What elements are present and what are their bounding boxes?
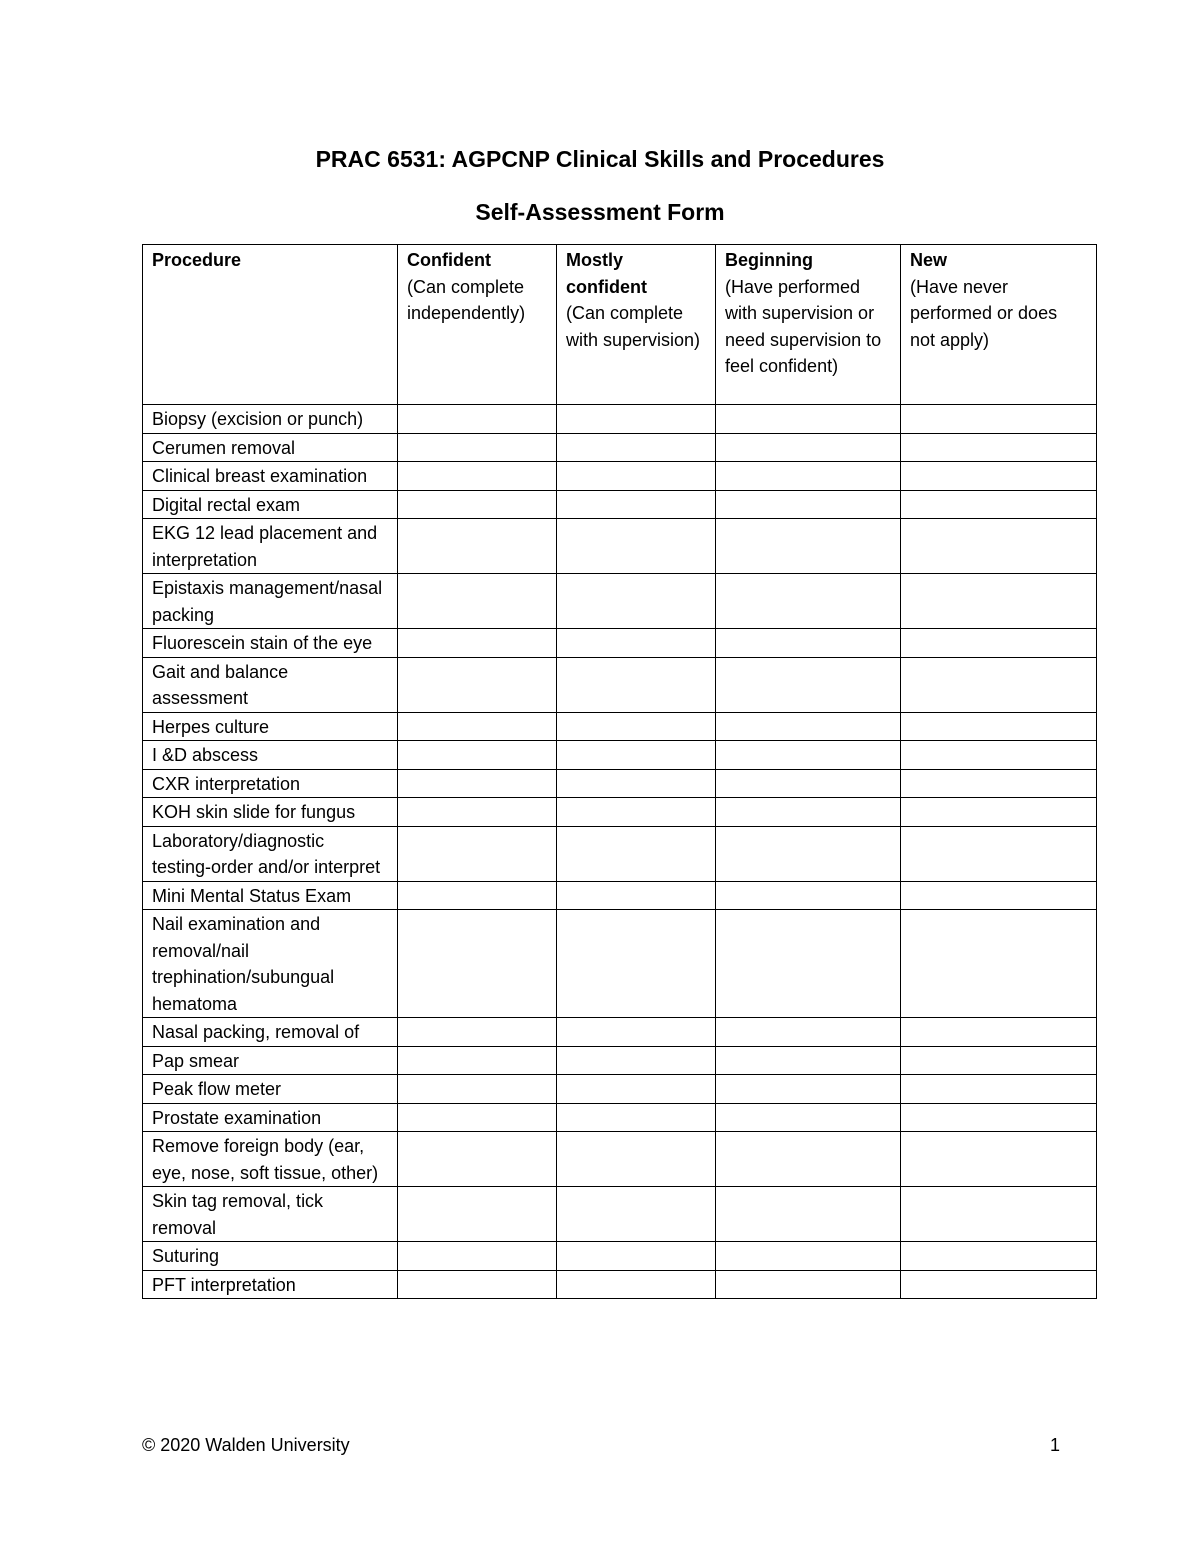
confident-cell[interactable] — [398, 519, 557, 574]
procedure-name: Pap smear — [143, 1046, 398, 1075]
mostly-confident-cell[interactable] — [557, 881, 716, 910]
mostly-confident-cell[interactable] — [557, 433, 716, 462]
table-row — [143, 462, 1097, 491]
beginning-cell[interactable] — [716, 712, 901, 741]
mostly-confident-cell[interactable] — [557, 405, 716, 434]
table-row — [143, 798, 1097, 827]
mostly-confident-cell[interactable] — [557, 1187, 716, 1242]
confident-cell[interactable] — [398, 574, 557, 629]
header-new — [901, 245, 1097, 405]
procedure-name: Suturing — [143, 1242, 398, 1271]
confident-cell[interactable] — [398, 712, 557, 741]
new-cell[interactable] — [901, 881, 1097, 910]
header-title: Procedure — [152, 250, 242, 270]
mostly-confident-cell[interactable] — [557, 741, 716, 770]
mostly-confident-cell[interactable] — [557, 910, 716, 1018]
table-row — [143, 490, 1097, 519]
procedure-name: PFT interpretation — [143, 1270, 398, 1299]
confident-cell[interactable] — [398, 798, 557, 827]
mostly-confident-cell[interactable] — [557, 462, 716, 491]
confident-cell[interactable] — [398, 1018, 557, 1047]
footer-copyright: © 2020 Walden University — [142, 1435, 350, 1455]
confident-cell[interactable] — [398, 1270, 557, 1299]
table-row — [143, 1242, 1097, 1271]
new-cell[interactable] — [901, 629, 1097, 658]
new-cell[interactable] — [901, 1075, 1097, 1104]
beginning-cell[interactable] — [716, 741, 901, 770]
procedure-name: Prostate examination — [143, 1103, 398, 1132]
beginning-cell[interactable] — [716, 1270, 901, 1299]
header-beginning — [716, 245, 901, 405]
self-assessment-table — [142, 244, 1097, 1299]
procedure-name: Nail examination and removal/nail trephination/subungual hematoma — [143, 910, 398, 1018]
header-description: (Can complete with supervision) — [566, 303, 701, 350]
table-row — [143, 519, 1097, 574]
procedure-name: Gait and balance assessment — [143, 657, 398, 712]
confident-cell[interactable] — [398, 405, 557, 434]
confident-cell[interactable] — [398, 629, 557, 658]
beginning-cell[interactable] — [716, 1075, 901, 1104]
new-cell[interactable] — [901, 433, 1097, 462]
beginning-cell[interactable] — [716, 462, 901, 491]
confident-cell[interactable] — [398, 657, 557, 712]
mostly-confident-cell[interactable] — [557, 1242, 716, 1271]
table-row — [143, 433, 1097, 462]
new-cell[interactable] — [901, 741, 1097, 770]
confident-cell[interactable] — [398, 826, 557, 881]
new-cell[interactable] — [901, 1242, 1097, 1271]
new-cell[interactable] — [901, 405, 1097, 434]
beginning-cell[interactable] — [716, 769, 901, 798]
mostly-confident-cell[interactable] — [557, 798, 716, 827]
procedure-name: Peak flow meter — [143, 1075, 398, 1104]
new-cell[interactable] — [901, 910, 1097, 1018]
table-row — [143, 574, 1097, 629]
table-row — [143, 629, 1097, 658]
confident-cell[interactable] — [398, 1242, 557, 1271]
beginning-cell[interactable] — [716, 1187, 901, 1242]
new-cell[interactable] — [901, 574, 1097, 629]
header-title: Mostly confident — [566, 250, 647, 297]
new-cell[interactable] — [901, 712, 1097, 741]
table-row — [143, 1132, 1097, 1187]
table-row — [143, 826, 1097, 881]
procedure-name: CXR interpretation — [143, 769, 398, 798]
procedure-name: Remove foreign body (ear, eye, nose, soft tissue, other) — [143, 1132, 398, 1187]
beginning-cell[interactable] — [716, 490, 901, 519]
procedure-name: Cerumen removal — [143, 433, 398, 462]
table-row — [143, 1187, 1097, 1242]
confident-cell[interactable] — [398, 462, 557, 491]
footer-page-number: 1 — [1049, 1435, 1060, 1455]
procedure-name: Laboratory/diagnostic testing-order and/or interpret — [143, 826, 398, 881]
new-cell[interactable] — [901, 826, 1097, 881]
mostly-confident-cell[interactable] — [557, 574, 716, 629]
beginning-cell[interactable] — [716, 657, 901, 712]
header-procedure — [143, 245, 398, 405]
header-description: (Have never performed or does not apply) — [910, 276, 1058, 350]
header-title: Confident — [407, 250, 491, 270]
procedure-name: I &D abscess — [143, 741, 398, 770]
new-cell[interactable] — [901, 657, 1097, 712]
beginning-cell[interactable] — [716, 881, 901, 910]
procedure-name: Nasal packing, removal of — [143, 1018, 398, 1047]
table-row — [143, 1270, 1097, 1299]
table-row — [143, 712, 1097, 741]
beginning-cell[interactable] — [716, 574, 901, 629]
confident-cell[interactable] — [398, 1075, 557, 1104]
table-row — [143, 741, 1097, 770]
header-title: New — [910, 250, 948, 270]
new-cell[interactable] — [901, 769, 1097, 798]
confident-cell[interactable] — [398, 490, 557, 519]
procedure-name: Clinical breast examination — [143, 462, 398, 491]
beginning-cell[interactable] — [716, 405, 901, 434]
table-header-row — [143, 245, 1097, 405]
mostly-confident-cell[interactable] — [557, 1132, 716, 1187]
new-cell[interactable] — [901, 1046, 1097, 1075]
header-confident — [398, 245, 557, 405]
new-cell[interactable] — [901, 798, 1097, 827]
beginning-cell[interactable] — [716, 1046, 901, 1075]
mostly-confident-cell[interactable] — [557, 490, 716, 519]
table-row — [143, 1103, 1097, 1132]
table-row — [143, 1018, 1097, 1047]
beginning-cell[interactable] — [716, 826, 901, 881]
new-cell[interactable] — [901, 490, 1097, 519]
beginning-cell[interactable] — [716, 798, 901, 827]
procedure-name: Herpes culture — [143, 712, 398, 741]
beginning-cell[interactable] — [716, 519, 901, 574]
table-row — [143, 1075, 1097, 1104]
mostly-confident-cell[interactable] — [557, 1046, 716, 1075]
confident-cell[interactable] — [398, 1103, 557, 1132]
mostly-confident-cell[interactable] — [557, 519, 716, 574]
new-cell[interactable] — [901, 1132, 1097, 1187]
header-description: (Can complete independently) — [407, 276, 526, 323]
document-title: PRAC 6531: AGPCNP Clinical Skills and Procedures — [315, 146, 885, 172]
confident-cell[interactable] — [398, 769, 557, 798]
table-body — [143, 405, 1097, 1299]
header-title: Beginning — [725, 250, 813, 270]
procedure-name: Mini Mental Status Exam — [143, 881, 398, 910]
beginning-cell[interactable] — [716, 1242, 901, 1271]
confident-cell[interactable] — [398, 1187, 557, 1242]
procedure-name: KOH skin slide for fungus — [143, 798, 398, 827]
beginning-cell[interactable] — [716, 433, 901, 462]
header-mostly-confident — [557, 245, 716, 405]
table-row — [143, 1046, 1097, 1075]
mostly-confident-cell[interactable] — [557, 657, 716, 712]
mostly-confident-cell[interactable] — [557, 629, 716, 658]
new-cell[interactable] — [901, 462, 1097, 491]
document-subtitle: Self-Assessment Form — [475, 199, 725, 225]
beginning-cell[interactable] — [716, 629, 901, 658]
new-cell[interactable] — [901, 1103, 1097, 1132]
mostly-confident-cell[interactable] — [557, 769, 716, 798]
mostly-confident-cell[interactable] — [557, 1103, 716, 1132]
confident-cell[interactable] — [398, 433, 557, 462]
procedure-name: Fluorescein stain of the eye — [143, 629, 398, 658]
new-cell[interactable] — [901, 1187, 1097, 1242]
mostly-confident-cell[interactable] — [557, 826, 716, 881]
table-row — [143, 769, 1097, 798]
beginning-cell[interactable] — [716, 1132, 901, 1187]
procedure-name: Skin tag removal, tick removal — [143, 1187, 398, 1242]
confident-cell[interactable] — [398, 741, 557, 770]
new-cell[interactable] — [901, 519, 1097, 574]
beginning-cell[interactable] — [716, 1018, 901, 1047]
table-row — [143, 910, 1097, 1018]
confident-cell[interactable] — [398, 910, 557, 1018]
procedure-name: EKG 12 lead placement and interpretation — [143, 519, 398, 574]
new-cell[interactable] — [901, 1018, 1097, 1047]
confident-cell[interactable] — [398, 1046, 557, 1075]
procedure-name: Digital rectal exam — [143, 490, 398, 519]
procedure-name: Biopsy (excision or punch) — [143, 405, 398, 434]
mostly-confident-cell[interactable] — [557, 1018, 716, 1047]
beginning-cell[interactable] — [716, 1103, 901, 1132]
mostly-confident-cell[interactable] — [557, 1075, 716, 1104]
table-row — [143, 405, 1097, 434]
new-cell[interactable] — [901, 1270, 1097, 1299]
mostly-confident-cell[interactable] — [557, 712, 716, 741]
beginning-cell[interactable] — [716, 910, 901, 1018]
table-row — [143, 657, 1097, 712]
header-description: (Have performed with supervision or need supervision to feel confident) — [725, 276, 882, 376]
mostly-confident-cell[interactable] — [557, 1270, 716, 1299]
confident-cell[interactable] — [398, 881, 557, 910]
procedure-name: Epistaxis management/nasal packing — [143, 574, 398, 629]
table-row — [143, 881, 1097, 910]
confident-cell[interactable] — [398, 1132, 557, 1187]
